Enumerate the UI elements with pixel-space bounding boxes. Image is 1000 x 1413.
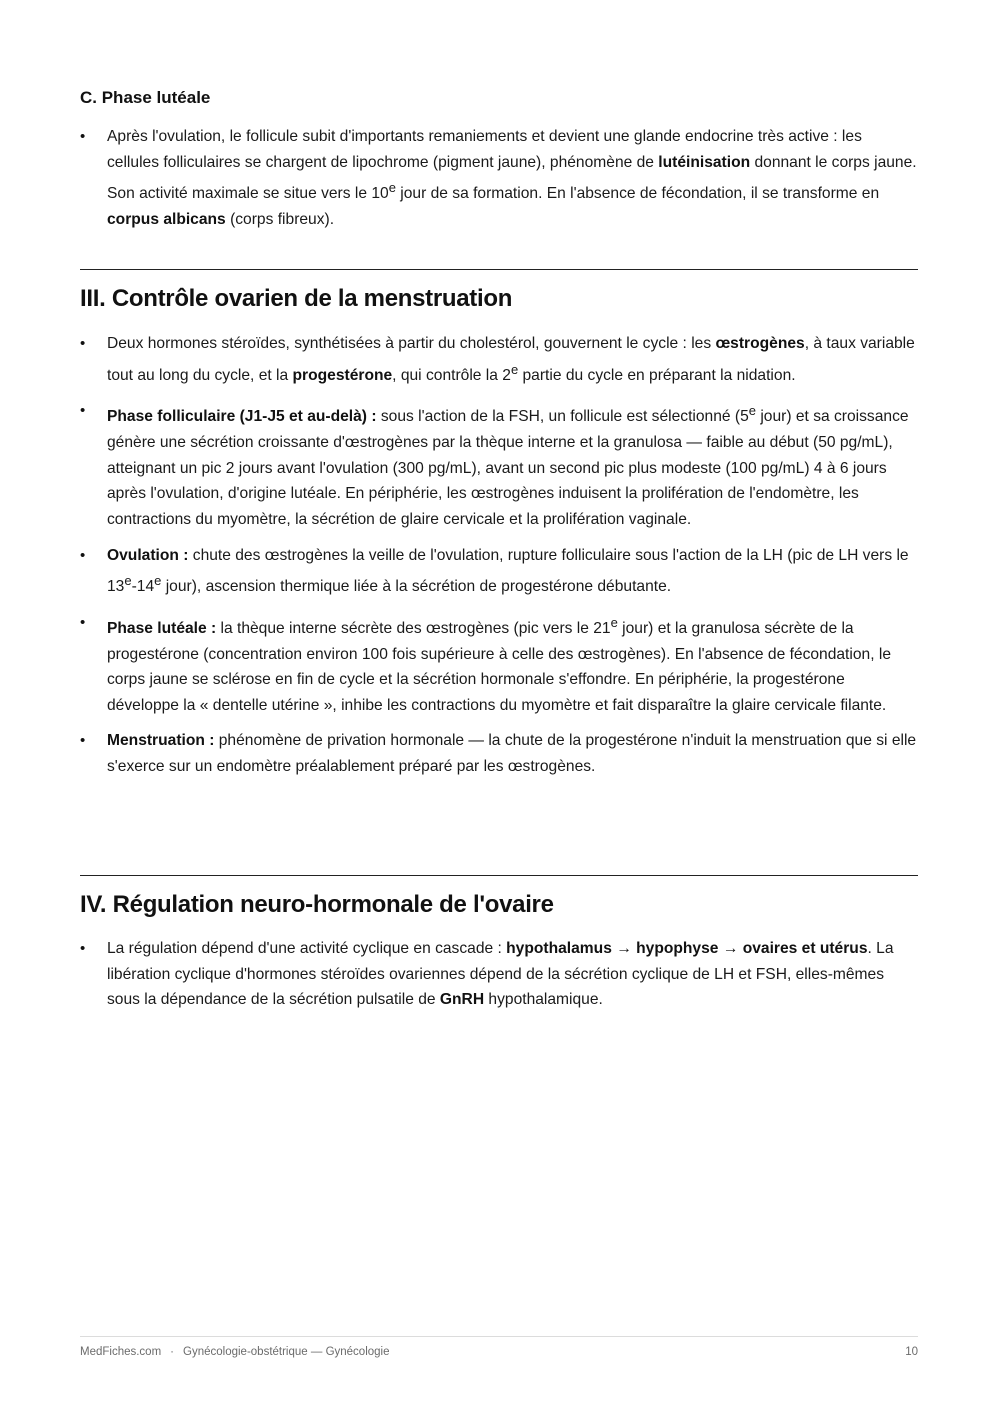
page-number: 10	[905, 1346, 918, 1358]
subsection-title-phase-luteale: C. Phase lutéale	[80, 88, 211, 107]
bullet-list-controle-ovarien	[80, 331, 918, 790]
list-item: • Deux hormones stéroïdes, synthétisées à partir du cholestérol, gouvernent le cycle : les œstrogènes, à taux variable tout au long du cycle, et la progestérone, qui contrôle la 2e partie du cycle en préparant la nidation.	[80, 331, 918, 388]
section-title-controle-ovarien: III. Contrôle ovarien de la menstruation	[80, 285, 513, 312]
section-divider	[80, 875, 918, 876]
footer-category: Gynécologie-obstétrique — Gynécologie	[183, 1346, 390, 1358]
bullet-list-phase-luteale	[80, 124, 918, 243]
bullet-list-regulation	[80, 936, 918, 1023]
section-title-regulation-neuro-hormonale: IV. Régulation neuro-hormonale de l'ovaire	[80, 891, 554, 918]
list-item: • Menstruation : phénomène de privation hormonale — la chute de la progestérone n'induit la menstruation que si elle s'exerce sur un endomètre préalablement préparé par les œstrogènes.	[80, 728, 918, 779]
footer-divider	[80, 1336, 918, 1337]
list-item: • Phase lutéale : la thèque interne sécrète des œstrogènes (pic vers le 21e jour) et la granulosa sécrète de la progestérone (concentration environ 100 fois supérieure à celle des œstrogènes). En l'absence de fécondation, le corps jaune se sclérose en fin de cycle et la sécrétion hormonale s'effondre. En périphérie, la progestérone développe la « dentelle utérine », inhibe les contractions du myomètre et fait disparaître la glaire cervicale filante.	[80, 610, 918, 719]
list-item: • La régulation dépend d'une activité cyclique en cascade : hypothalamus → hypophyse → ovaires et utérus. La libération cyclique d'hormones stéroïdes ovariennes dépend de la sécrétion cyclique de LH et FSH, elles-mêmes sous la dépendance de la sécrétion pulsatile de GnRH hypothalamique.	[80, 936, 918, 1013]
section-divider	[80, 269, 918, 270]
footer-source	[80, 1346, 390, 1358]
list-item: • Ovulation : chute des œstrogènes la veille de l'ovulation, rupture folliculaire sous l'action de la LH (pic de LH vers le 13e-14e jour), ascension thermique liée à la sécrétion de progestérone débutante.	[80, 543, 918, 600]
list-item: • Après l'ovulation, le follicule subit d'importants remaniements et devient une glande endocrine très active : les cellules folliculaires se chargent de lipochrome (pigment jaune), phénomène de lutéinisation donnant le corps jaune. Son activité maximale se situe vers le 10e jour de sa formation. En l'absence de fécondation, il se transforme en corpus albicans (corps fibreux).	[80, 124, 918, 233]
page-footer	[80, 1346, 918, 1358]
footer-site-name: MedFiches.com	[80, 1346, 162, 1358]
list-item: • Phase folliculaire (J1-J5 et au-delà) : sous l'action de la FSH, un follicule est sélectionné (5e jour) et sa croissance génère une sécrétion croissante d'œstrogènes par la thèque interne et la granulosa — faible au début (50 pg/mL), atteignant un pic 2 jours avant l'ovulation (300 pg/mL), avant un second pic plus modeste (100 pg/mL) 4 à 6 jours après l'ovulation, d'origine lutéale. En périphérie, les œstrogènes induisent la prolifération de l'endomètre, les contractions du myomètre, la sécrétion de glaire cervicale et la prolifération vaginale.	[80, 398, 918, 532]
footer-separator: ·	[170, 1346, 175, 1358]
